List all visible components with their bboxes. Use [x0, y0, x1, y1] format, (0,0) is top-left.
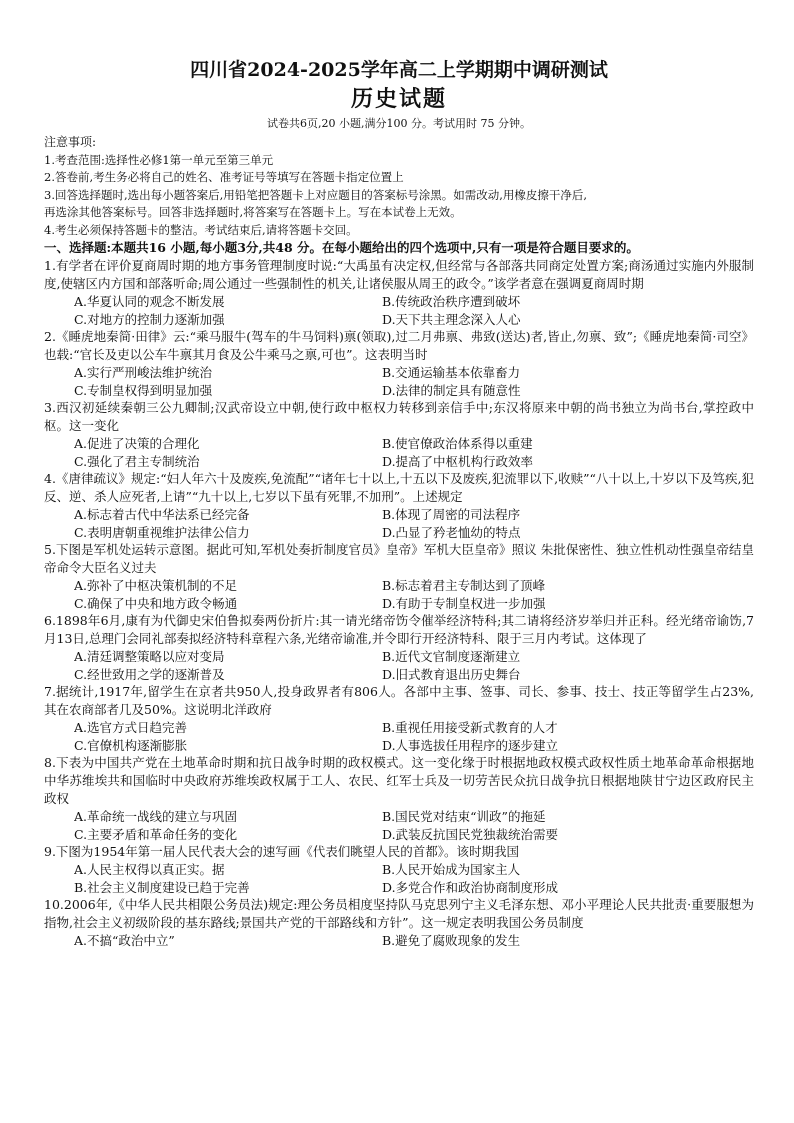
option-d[interactable]: D.提高了中枢机构行政效率 — [382, 453, 534, 469]
question-3 — [44, 399, 754, 470]
option-b[interactable]: B.人民开始成为国家主人 — [382, 862, 521, 877]
option-b[interactable]: B.使官僚政治体系得以重建 — [382, 436, 533, 451]
question-4 — [44, 470, 754, 541]
options — [44, 719, 754, 754]
question-stem: 10.2006年,《中华人民共相限公务员法)规定:理公务员相度坚持队马克思列宁主义毛泽东想、邓小平理论人民共批责·重要服想为指物,社会主义初级阶段的基东路线;景国共产党的干部路线和方针”。这一规定表明我国公务员制度 — [44, 897, 754, 930]
exam-title: 四川省2024-2025学年高二上学期期中调研测试 — [190, 59, 608, 81]
question-stem: 8.下表为中国共产党在土地革命时期和抗日战争时期的政权模式。这一变化缘于时根据地政权模式政权性质土地革命革命根据地中华苏维埃共和国临时中央政府苏维埃政权属于工人、农民、红军士兵及一切劳苦民众抗日战争抗日根据地陕甘宁边区政府民主政权 — [44, 755, 754, 806]
question-stem: 1.有学者在评价夏商周时期的地方事务管理制度时说:“大禹虽有决定权,但经常与各部落共同商定处置方案;商汤通过实施内外服制度,使辖区内方国和部落听命;周公通过一些强制性的机关,让诸侯服从周王的政令。”该学者意在强调夏商周时期 — [44, 258, 754, 291]
option-d[interactable]: D.人事选拔任用程序的逐步建立 — [382, 737, 559, 753]
options — [44, 577, 754, 612]
option-a[interactable]: A.华夏认同的观念不断发展 — [74, 294, 225, 309]
option-a[interactable]: A.弥补了中枢决策机制的不足 — [74, 578, 238, 593]
option-c[interactable]: C.表明唐朝重视维护法律公信力 — [74, 524, 250, 540]
option-b[interactable]: B.国民党对结束“训政”的拖延 — [382, 809, 546, 824]
question-6 — [44, 612, 754, 683]
option-a[interactable]: A.革命统一战线的建立与巩固 — [74, 809, 238, 824]
question-5 — [44, 541, 754, 612]
option-d[interactable]: D.武装反抗国民党独裁统治需要 — [382, 826, 559, 842]
note-item: 2.答卷前,考生务必将自己的姓名、准考证号等填写在答题卡指定位置上 — [44, 170, 404, 184]
exam-info: 试卷共6页,20 小题,满分100 分。考试用时 75 分钟。 — [267, 117, 531, 130]
options — [44, 932, 754, 950]
option-c[interactable]: B.社会主义制度建设已趋于完善 — [74, 879, 250, 895]
option-b[interactable]: B.体现了周密的司法程序 — [382, 507, 521, 522]
notes-block — [44, 134, 754, 239]
option-d[interactable]: D.多党合作和政治协商制度形成 — [382, 879, 559, 895]
option-b[interactable]: B.传统政治秩序遭到破坏 — [382, 294, 521, 309]
option-d[interactable]: D.天下共主理念深入人心 — [382, 311, 521, 327]
option-a[interactable]: A.促进了决策的合理化 — [74, 436, 200, 451]
notes-heading: 注意事项: — [44, 135, 97, 149]
option-a[interactable]: A.人民主权得以真正实。据 — [74, 862, 225, 877]
option-d[interactable]: D.有助于专制皇权进一步加强 — [382, 595, 546, 611]
options — [44, 293, 754, 328]
question-stem: 4.《唐律疏议》规定:“妇人年六十及废疾,免流配”“诸年七十以上,十五以下及废疾,犯流罪以下,收赎”“八十以上,十岁以下及笃疾,犯反、逆、杀人应死者,上请”“九十以上,七岁以下虽有死罪,不加刑”。上述规定 — [44, 471, 754, 504]
option-c[interactable]: C.经世致用之学的逐渐普及 — [74, 666, 225, 682]
option-d[interactable]: D.旧式教育退出历史舞台 — [382, 666, 521, 682]
exam-page — [44, 58, 754, 950]
option-b[interactable]: B.避免了腐败现象的发生 — [382, 933, 521, 948]
options — [44, 364, 754, 399]
option-b[interactable]: B.重视任用接受新式教育的人才 — [382, 720, 558, 735]
question-8 — [44, 754, 754, 843]
option-b[interactable]: B.近代文官制度逐渐建立 — [382, 649, 521, 664]
option-c[interactable]: C.官僚机构逐渐膨胀 — [74, 737, 188, 753]
question-9 — [44, 843, 754, 896]
option-d[interactable]: D.法律的制定具有随意性 — [382, 382, 521, 398]
note-item: 再选涂其他答案标号。回答非选择题时,将答案写在答题卡上。写在本试卷上无效。 — [44, 205, 462, 219]
note-item: 4.考生必须保持答题卡的整洁。考试结束后,请将答题卡交回。 — [44, 222, 358, 237]
section-heading: 一、选择题:本题共16 小题,每小题3分,共48 分。在每小题给出的四个选项中,只有一项是符合题目要求的。 — [44, 240, 639, 255]
exam-subject-title: 历史试题 — [350, 86, 447, 112]
option-b[interactable]: B.交通运输基本依靠畜力 — [382, 365, 521, 380]
options — [44, 648, 754, 683]
option-a[interactable]: A.不搞“政治中立” — [74, 933, 175, 948]
question-stem: 5.下图是军机处运转示意图。据此可知,军机处奏折制度官员》皇帝》军机大臣皇帝》照议 朱批保密性、独立性机动性强皇帝结皇帝命令大臣名义过夫 — [44, 542, 754, 575]
question-1 — [44, 257, 754, 328]
question-stem: 7.据统计,1917年,留学生在京者共950人,投身政界者有806人。各部中主事、签事、司长、参事、技士、技正等留学生占23%,其在农商部者几及50%。这说明北洋政府 — [44, 684, 754, 717]
question-stem: 3.西汉初延续秦朝三公九卿制;汉武帝设立中朝,使行政中枢权力转移到亲信手中;东汉将原来中朝的尚书独立为尚书台,掌控政中枢。这一变化 — [44, 400, 754, 433]
option-a[interactable]: A.标志着古代中华法系已经完备 — [74, 507, 250, 522]
options — [44, 808, 754, 843]
option-c[interactable]: C.专制皇权得到明显加强 — [74, 382, 213, 398]
note-item: 3.回答选择题时,选出每小题答案后,用铅笔把答题卡上对应题目的答案标号涂黑。如需改动,用橡皮擦干净后, — [44, 187, 588, 202]
option-c[interactable]: C.确保了中央和地方政令畅通 — [74, 595, 238, 611]
option-c[interactable]: C.强化了君主专制统治 — [74, 453, 200, 469]
question-2 — [44, 328, 754, 399]
question-10 — [44, 896, 754, 950]
options — [44, 861, 754, 896]
option-c[interactable]: C.对地方的控制力逐渐加强 — [74, 311, 225, 327]
options — [44, 435, 754, 470]
option-b[interactable]: B.标志着君主专制达到了顶峰 — [382, 578, 546, 593]
question-stem: 2.《睡虎地秦简·田律》云:“乘马服牛(驾车的牛马饲料)禀(领取),过二月弗禀、弗致(送达)者,皆止,勿禀、致”;《睡虎地秦简·司空》也载:“官长及吏以公车牛禀其月食及公牛乘马之禀,可也”。这表明当时 — [44, 329, 754, 362]
option-a[interactable]: A.清廷调整策略以应对变局 — [74, 649, 225, 664]
option-c[interactable]: C.主要矛盾和革命任务的变化 — [74, 826, 238, 842]
option-a[interactable]: A.实行严刑峻法维护统治 — [74, 365, 213, 380]
option-a[interactable]: A.选官方式日趋完善 — [74, 720, 188, 735]
question-stem: 9.下图为1954年第一届人民代表大会的速写画《代表们眺望人民的首都》。该时期我国 — [44, 844, 519, 859]
note-item: 1.考查范围:选择性必修1第一单元至第三单元 — [44, 152, 274, 167]
question-7 — [44, 683, 754, 754]
question-stem: 6.1898年6月,康有为代御史宋伯鲁拟奏两份折片:其一请光绪帝饬令催举经济特科;其二请将经济岁举归并正科。经光绪帝谕饬,7月13日,总理门会同礼部奏拟经济特科章程六条,光绪帝谕准,并令即行开经济特科、限于三月内考试。这体现了 — [44, 613, 754, 646]
option-d[interactable]: D.凸显了矜老恤幼的特点 — [382, 524, 521, 540]
options — [44, 506, 754, 541]
